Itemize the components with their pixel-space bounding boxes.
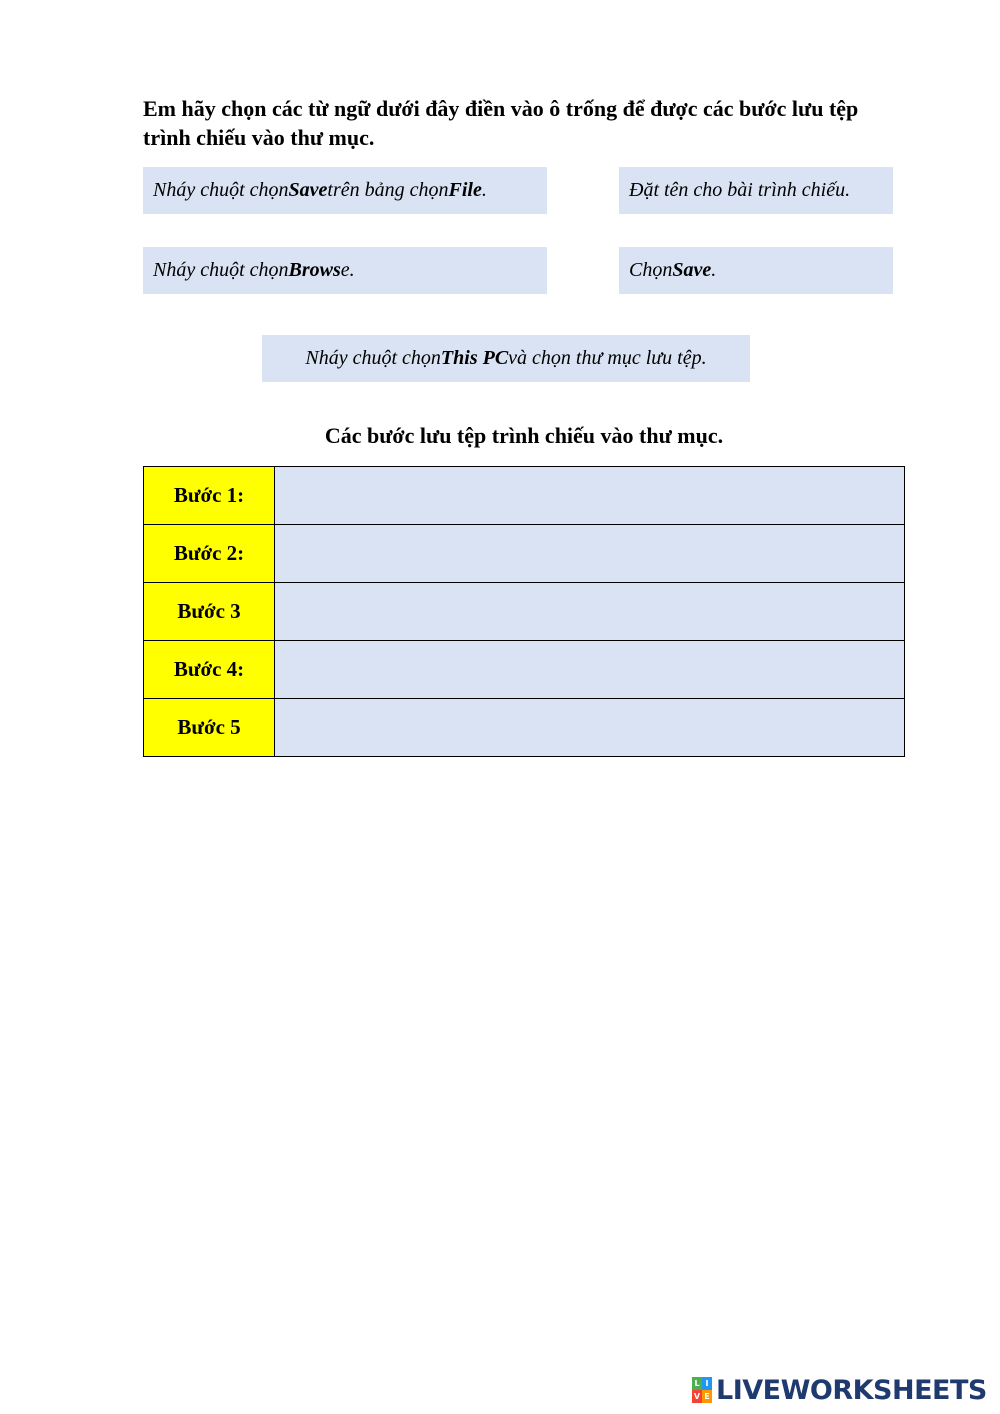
option-text: trên bảng chọn — [327, 179, 449, 201]
step-label: Bước 5 — [144, 699, 275, 757]
step-label: Bước 4: — [144, 641, 275, 699]
option-text: và chọn thư mục lưu tệp. — [508, 347, 707, 369]
table-row — [144, 699, 905, 757]
step-4-drop-slot[interactable] — [275, 641, 905, 699]
step-label: Bước 3 — [144, 583, 275, 641]
word-option-2[interactable] — [619, 167, 893, 214]
option-text: Nháy chuột chọn — [153, 259, 289, 281]
logo-mark-cell: I — [702, 1377, 712, 1390]
option-text-bold: File — [448, 179, 482, 201]
steps-table — [143, 466, 905, 757]
step-5-drop-slot[interactable] — [275, 699, 905, 757]
step-1-drop-slot[interactable] — [275, 467, 905, 525]
option-text: Nháy chuột chọn — [305, 347, 441, 369]
word-option-4[interactable] — [619, 247, 893, 294]
option-text-bold: Save — [672, 259, 712, 281]
option-text: e. — [340, 259, 355, 281]
step-3-drop-slot[interactable] — [275, 583, 905, 641]
liveworksheets-logo — [692, 1373, 987, 1407]
option-text: Nháy chuột chọn — [153, 179, 289, 201]
logo-text: LIVEWORKSHEETS — [716, 1374, 987, 1406]
step-label: Bước 2: — [144, 525, 275, 583]
table-row — [144, 525, 905, 583]
table-row — [144, 467, 905, 525]
option-text: . — [481, 179, 487, 201]
option-text: Chọn — [629, 259, 673, 281]
option-text: . — [711, 259, 717, 281]
logo-mark-cell: L — [692, 1377, 702, 1390]
step-2-drop-slot[interactable] — [275, 525, 905, 583]
logo-mark-cell: V — [693, 1392, 701, 1401]
table-title: Các bước lưu tệp trình chiếu vào thư mục. — [324, 423, 724, 448]
option-text-bold: Brows — [288, 259, 341, 281]
option-text-bold: Save — [288, 179, 328, 201]
liveworksheets-logo-icon — [692, 1377, 712, 1403]
logo-mark-cell: E — [702, 1390, 712, 1403]
table-row — [144, 583, 905, 641]
instruction-text: Em hãy chọn các từ ngữ dưới đây điền vào ô trống để được các bước lưu tệp trình chiếu vào thư mục. — [143, 96, 859, 150]
word-option-1[interactable] — [143, 167, 547, 214]
word-option-3[interactable] — [143, 247, 547, 294]
option-text-bold: This PC — [440, 347, 509, 369]
option-text: Đặt tên cho bài trình chiếu. — [629, 179, 851, 201]
word-option-5[interactable] — [262, 335, 750, 382]
step-label: Bước 1: — [144, 467, 275, 525]
table-row — [144, 641, 905, 699]
